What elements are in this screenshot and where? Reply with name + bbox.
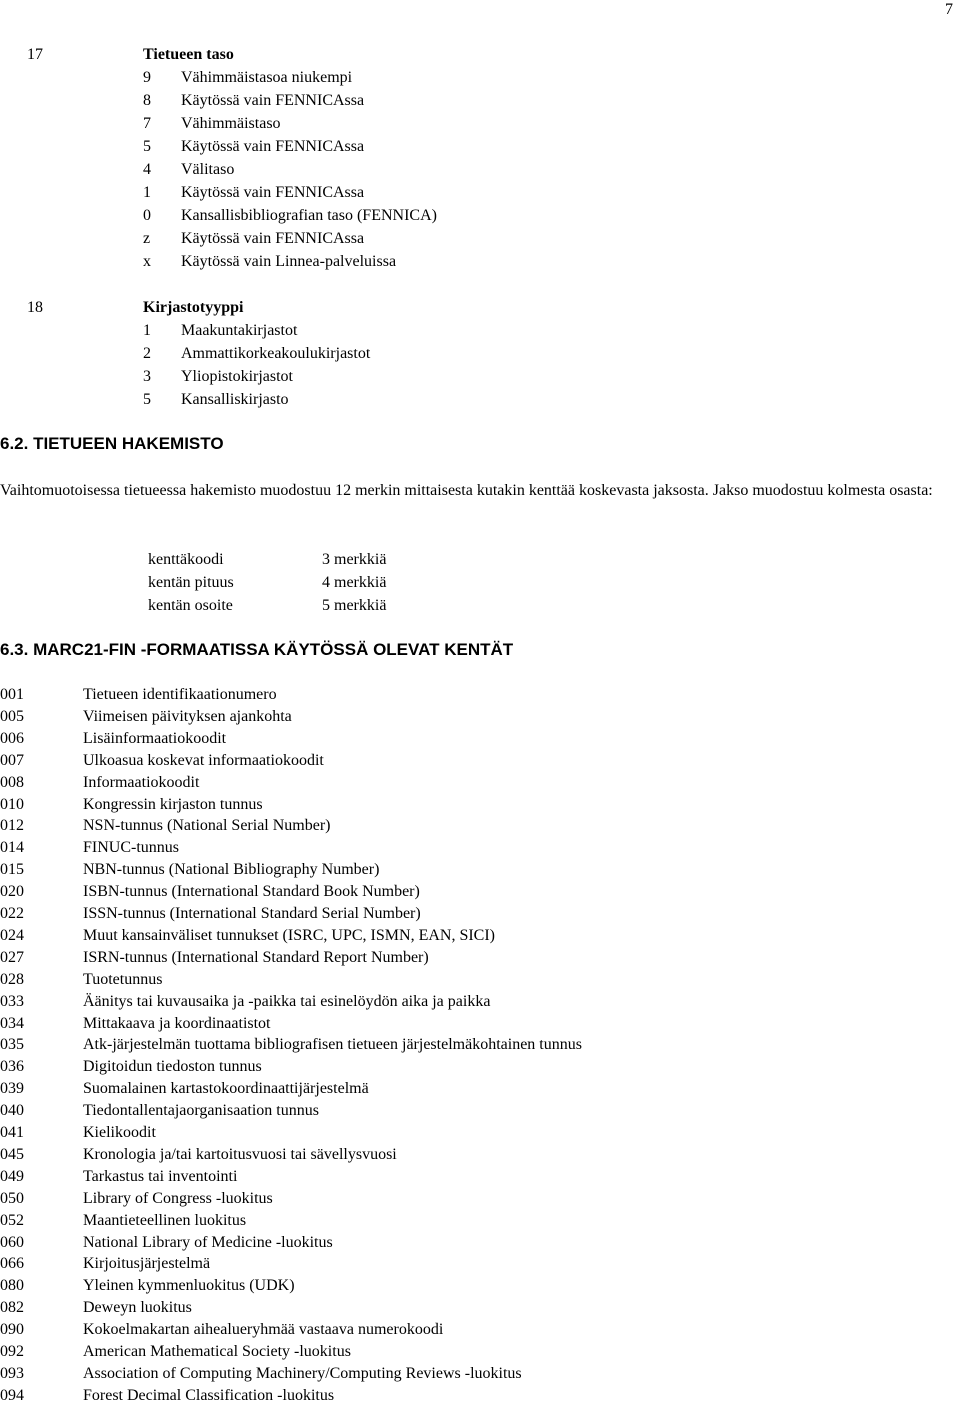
- part-name: kentän pituus: [148, 574, 234, 591]
- field-code: 050: [0, 1190, 24, 1207]
- field-code: 094: [0, 1387, 24, 1404]
- field-description: Association of Computing Machinery/Computing Reviews -luokitus: [83, 1365, 522, 1382]
- field-description: NSN-tunnus (National Serial Number): [83, 817, 331, 834]
- field-code: 027: [0, 949, 24, 966]
- field-description: Informaatiokoodit: [83, 774, 200, 791]
- field-code: 049: [0, 1168, 24, 1185]
- field-description: ISRN-tunnus (International Standard Report Number): [83, 949, 429, 966]
- value-code: 9: [143, 69, 151, 86]
- value-code: 4: [143, 161, 151, 178]
- field-description: Ulkoasua koskevat informaatiokoodit: [83, 752, 324, 769]
- field-code: 008: [0, 774, 24, 791]
- section-paragraph: Vaihtomuotoisessa tietueessa hakemisto muodostuu 12 merkin mittaisesta kutakin kenttää koskevasta jaksosta. Jakso muodostuu kolmesta osasta:: [0, 482, 933, 499]
- value-label: Välitaso: [181, 161, 235, 178]
- field-description: Kielikoodit: [83, 1124, 156, 1141]
- value-code: z: [143, 230, 151, 247]
- value-label: Kansalliskirjasto: [181, 391, 289, 408]
- value-label: Vähimmäistasoa niukempi: [181, 69, 353, 86]
- field-code: 090: [0, 1321, 24, 1338]
- field-code: 035: [0, 1036, 24, 1053]
- value-code: 1: [143, 322, 151, 339]
- section-heading-6-3: 6.3. MARC21-FIN -FORMAATISSA KÄYTÖSSÄ OLEVAT KENTÄT: [0, 640, 514, 659]
- value-label: Käytössä vain Linnea-palveluissa: [181, 253, 397, 270]
- field-code: 045: [0, 1146, 24, 1163]
- field-code: 028: [0, 971, 24, 988]
- field-number: 18: [27, 299, 43, 316]
- value-label: Vähimmäistaso: [181, 115, 281, 132]
- field-code: 001: [0, 686, 24, 703]
- field-description: Tietueen identifikaationumero: [83, 686, 277, 703]
- field-code: 010: [0, 796, 24, 813]
- field-description: National Library of Medicine -luokitus: [83, 1234, 333, 1251]
- field-code: 066: [0, 1255, 24, 1272]
- field-title: Kirjastotyyppi: [143, 299, 244, 316]
- field-code: 014: [0, 839, 24, 856]
- field-code: 033: [0, 993, 24, 1010]
- field-code: 039: [0, 1080, 24, 1097]
- field-description: Tiedontallentajaorganisaation tunnus: [83, 1102, 319, 1119]
- part-length: 3 merkkiä: [322, 551, 387, 568]
- field-description: Kongressin kirjaston tunnus: [83, 796, 263, 813]
- field-code: 024: [0, 927, 24, 944]
- field-code: 022: [0, 905, 24, 922]
- field-code: 060: [0, 1234, 24, 1251]
- value-label: Ammattikorkeakoulukirjastot: [181, 345, 371, 362]
- part-length: 5 merkkiä: [322, 597, 387, 614]
- field-code: 020: [0, 883, 24, 900]
- field-description: Mittakaava ja koordinaatistot: [83, 1015, 271, 1032]
- value-label: Käytössä vain FENNICAssa: [181, 230, 365, 247]
- field-code: 093: [0, 1365, 24, 1382]
- value-label: Käytössä vain FENNICAssa: [181, 92, 365, 109]
- field-number: 17: [27, 46, 43, 63]
- field-description: Viimeisen päivityksen ajankohta: [83, 708, 292, 725]
- field-code: 006: [0, 730, 24, 747]
- value-label: Maakuntakirjastot: [181, 322, 298, 339]
- field-code: 015: [0, 861, 24, 878]
- value-code: 3: [143, 368, 151, 385]
- field-description: Tarkastus tai inventointi: [83, 1168, 238, 1185]
- field-description: FINUC-tunnus: [83, 839, 180, 856]
- field-code: 007: [0, 752, 24, 769]
- field-description: Forest Decimal Classification -luokitus: [83, 1387, 335, 1404]
- field-description: NBN-tunnus (National Bibliography Number): [83, 861, 380, 878]
- value-code: 8: [143, 92, 151, 109]
- value-code: 5: [143, 391, 151, 408]
- field-description: Muut kansainväliset tunnukset (ISRC, UPC, ISMN, EAN, SICI): [83, 927, 495, 944]
- value-code: 7: [143, 115, 151, 132]
- field-description: Atk-järjestelmän tuottama bibliografisen tietueen järjestelmäkohtainen tunnus: [83, 1036, 582, 1053]
- part-length: 4 merkkiä: [322, 574, 387, 591]
- part-name: kenttäkoodi: [148, 551, 224, 568]
- field-code: 041: [0, 1124, 24, 1141]
- field-code: 012: [0, 817, 24, 834]
- part-name: kentän osoite: [148, 597, 233, 614]
- field-description: ISBN-tunnus (International Standard Book Number): [83, 883, 420, 900]
- field-description: Kronologia ja/tai kartoitusvuosi tai sävellysvuosi: [83, 1146, 397, 1163]
- field-code: 034: [0, 1015, 24, 1032]
- value-label: Käytössä vain FENNICAssa: [181, 184, 365, 201]
- value-code: 2: [143, 345, 151, 362]
- field-code: 005: [0, 708, 24, 725]
- field-description: Maantieteellinen luokitus: [83, 1212, 247, 1229]
- field-description: Lisäinformaatiokoodit: [83, 730, 227, 747]
- field-code: 080: [0, 1277, 24, 1294]
- value-code: 0: [143, 207, 151, 224]
- field-description: Yleinen kymmenluokitus (UDK): [83, 1277, 295, 1294]
- field-code: 082: [0, 1299, 24, 1316]
- field-description: Äänitys tai kuvausaika ja -paikka tai esinelöydön aika ja paikka: [83, 993, 491, 1010]
- field-description: Library of Congress -luokitus: [83, 1190, 273, 1207]
- value-code: 5: [143, 138, 151, 155]
- value-label: Kansallisbibliografian taso (FENNICA): [181, 207, 437, 224]
- value-code: 1: [143, 184, 151, 201]
- value-label: Käytössä vain FENNICAssa: [181, 138, 365, 155]
- value-code: x: [143, 253, 151, 270]
- page-number: 7: [945, 1, 953, 18]
- value-label: Yliopistokirjastot: [181, 368, 293, 385]
- field-description: Tuotetunnus: [83, 971, 163, 988]
- field-description: ISSN-tunnus (International Standard Serial Number): [83, 905, 421, 922]
- field-code: 092: [0, 1343, 24, 1360]
- field-description: Deweyn luokitus: [83, 1299, 192, 1316]
- field-code: 036: [0, 1058, 24, 1075]
- field-description: Digitoidun tiedoston tunnus: [83, 1058, 262, 1075]
- field-code: 040: [0, 1102, 24, 1119]
- field-description: American Mathematical Society -luokitus: [83, 1343, 351, 1360]
- field-description: Suomalainen kartastokoordinaattijärjestelmä: [83, 1080, 369, 1097]
- field-description: Kirjoitusjärjestelmä: [83, 1255, 211, 1272]
- section-heading-6-2: 6.2. TIETUEEN HAKEMISTO: [0, 434, 224, 453]
- field-title: Tietueen taso: [143, 46, 234, 63]
- field-description: Kokoelmakartan aihealueryhmää vastaava numerokoodi: [83, 1321, 444, 1338]
- field-code: 052: [0, 1212, 24, 1229]
